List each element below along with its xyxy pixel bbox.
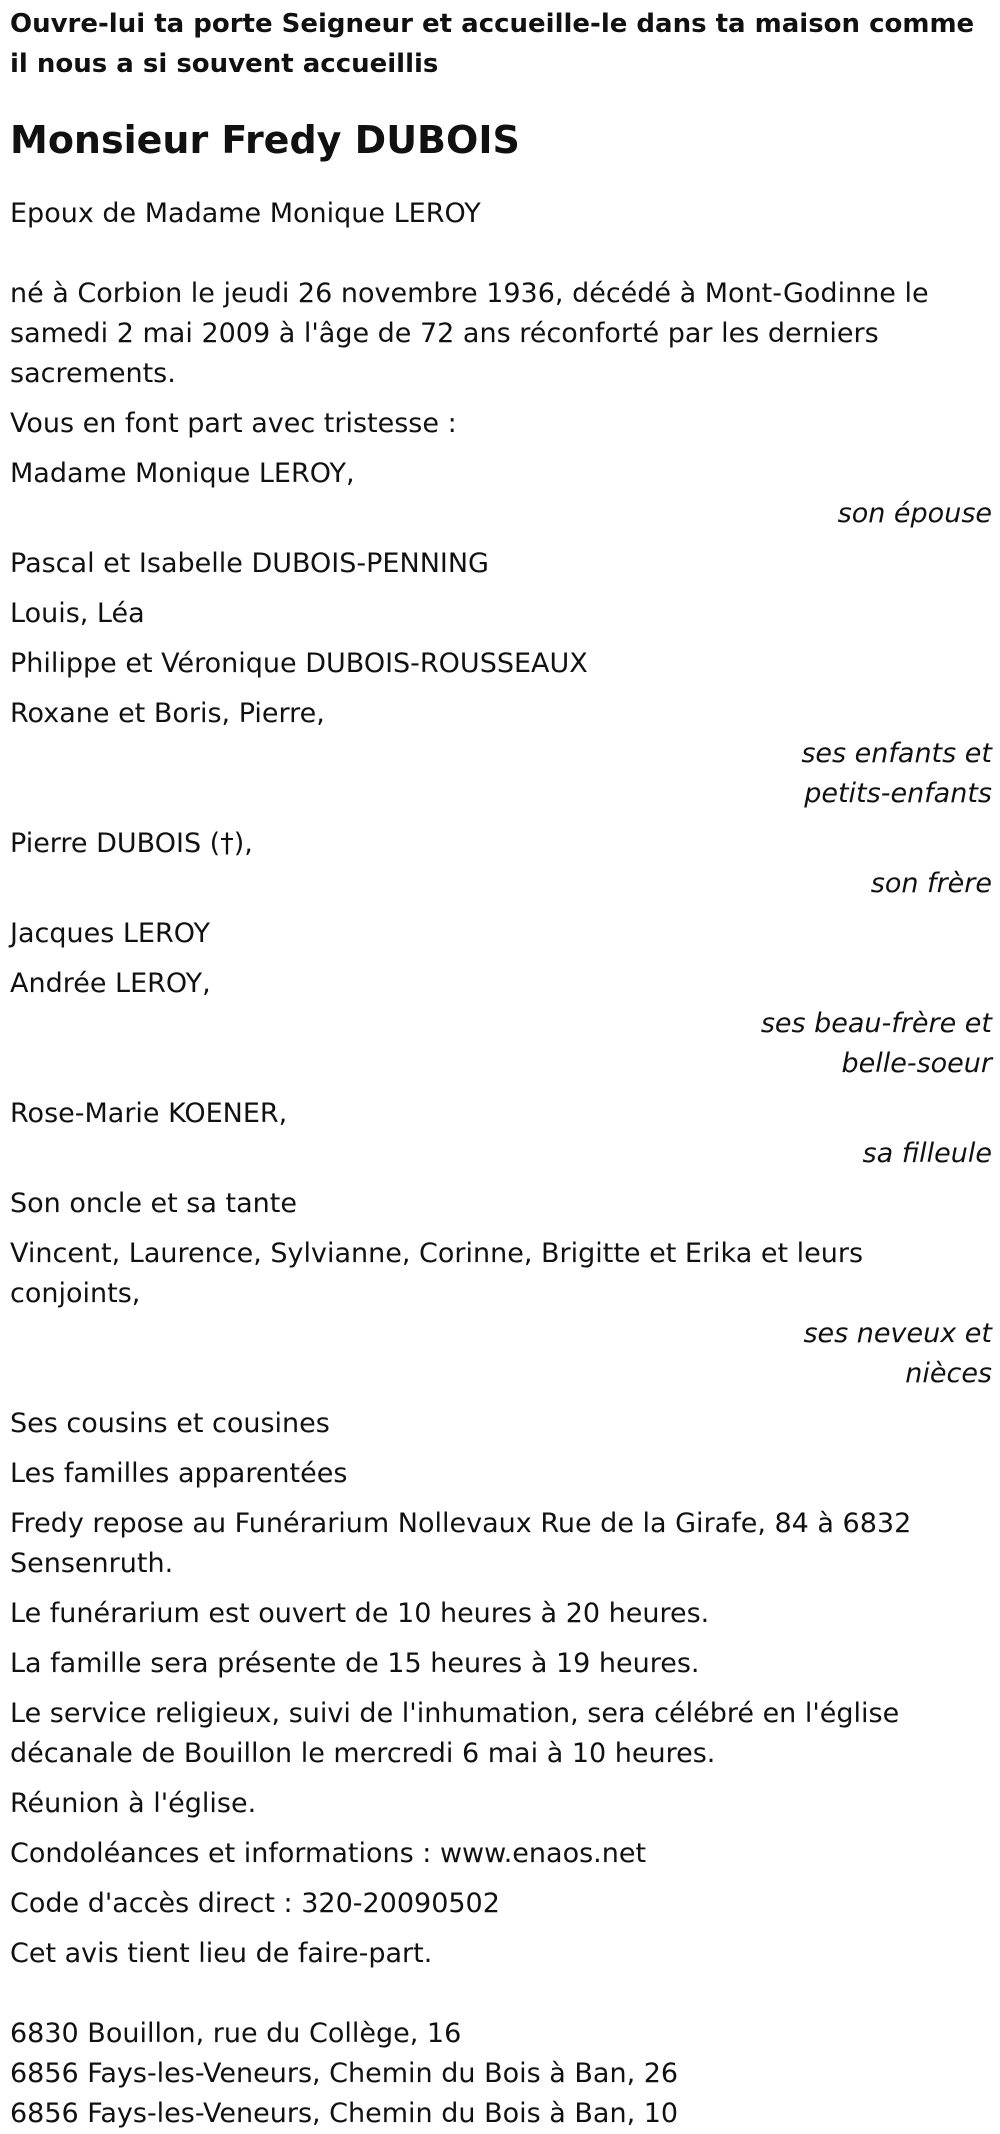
address-line: 6856 Fays-les-Veneurs, Chemin du Bois à Ban, 10 [10,2098,679,2129]
spacer [10,234,994,274]
birth-death-text: né à Corbion le jeudi 26 novembre 1936, décédé à Mont-Godinne le samedi 2 mai 2009 à l'âge de 72 ans réconforté par les derniers sacrements. [10,278,929,389]
announcement: Vous en font part avec tristesse : [10,408,457,439]
goddaughter-relation: sa filleule [862,1138,992,1169]
opening-quote: Ouvre-lui ta porte Seigneur et accueille-le dans ta maison comme il nous a si souvent accueillis [10,9,975,79]
nephews-relation: nièces [905,1358,992,1389]
spouse-relation: son épouse [837,498,992,529]
children-relation: petits-enfants [804,778,992,809]
children-line: Philippe et Véronique DUBOIS-ROUSSEAUX [10,648,588,679]
families-line: Les familles apparentées [10,1458,348,1489]
condolences-text: Condoléances et informations : www.enaos.net [10,1838,647,1869]
cousins-line: Ses cousins et cousines [10,1408,330,1439]
spouse-name: Madame Monique LEROY, [10,458,355,489]
service-text: Le service religieux, suivi de l'inhumation, sera célébré en l'église décanale de Bouillon le mercredi 6 mai à 10 heures. [10,1698,900,1769]
nephews-relation: ses neveux et [803,1318,992,1349]
nephews-line: Vincent, Laurence, Sylvianne, Corinne, Brigitte et Erika et leurs conjoints, [10,1238,864,1309]
brother-relation: son frère [870,868,992,899]
notice-text: Cet avis tient lieu de faire-part. [10,1938,433,1969]
spouse-line: Epoux de Madame Monique LEROY [10,198,481,229]
in-laws-relation: ses beau-frère et [760,1008,992,1039]
brother-name: Pierre DUBOIS (†), [10,828,253,859]
in-law-line: Jacques LEROY [10,918,210,949]
reunion-text: Réunion à l'église. [10,1788,257,1819]
goddaughter-name: Rose-Marie KOENER, [10,1098,288,1129]
address-line: 6830 Bouillon, rue du Collège, 16 [10,2018,462,2049]
children-relation: ses enfants et [801,738,992,769]
children-line: Roxane et Boris, Pierre, [10,698,325,729]
access-code-text: Code d'accès direct : 320-20090502 [10,1888,500,1919]
children-line: Pascal et Isabelle DUBOIS-PENNING [10,548,489,579]
in-law-line: Andrée LEROY, [10,968,211,999]
spacer [10,1974,994,2014]
family-presence-text: La famille sera présente de 15 heures à 19 heures. [10,1648,700,1679]
children-line: Louis, Léa [10,598,145,629]
in-laws-relation: belle-soeur [841,1048,992,1079]
repose-text: Fredy repose au Funérarium Nollevaux Rue de la Girafe, 84 à 6832 Sensenruth. [10,1508,912,1579]
address-line: 6856 Fays-les-Veneurs, Chemin du Bois à Ban, 26 [10,2058,679,2089]
opening-hours-text: Le funérarium est ouvert de 10 heures à 20 heures. [10,1598,710,1629]
uncle-aunt-line: Son oncle et sa tante [10,1188,297,1219]
deceased-name: Monsieur Fredy DUBOIS [10,118,520,162]
obituary-content [10,4,994,2134]
